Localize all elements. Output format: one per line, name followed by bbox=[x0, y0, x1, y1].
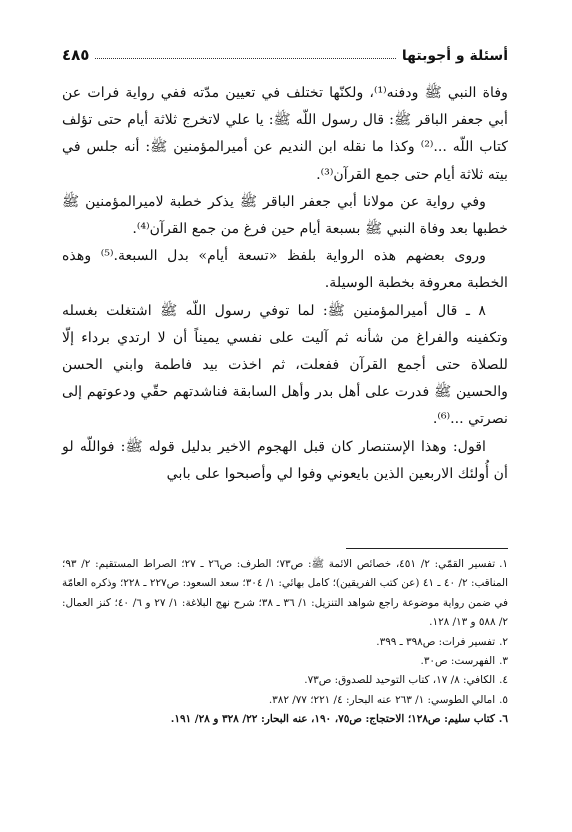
footnote bbox=[62, 710, 508, 729]
page-number: ٤٨٥ bbox=[62, 46, 90, 64]
footnotes bbox=[62, 555, 508, 730]
running-header bbox=[62, 40, 508, 64]
body-paragraph: اقول: وهذا الإستنصار كان قبل الهجوم الاخير بدليل قوله ﷺ: فواللّه لو أن أُولئك الاربعين الذين بايعوني وفوا لي وأصبحوا على بابي bbox=[62, 438, 508, 482]
footnote-text: كتاب سليم: ص١٢٨؛ الاحتجاج: ص٧٥، ١٩٠، عنه البحار: ٢٢/ ٣٢٨ و ٢٨/ ١٩١. bbox=[170, 713, 495, 726]
footnote bbox=[62, 633, 508, 652]
footnote bbox=[62, 555, 508, 633]
footnote-number: ٤. bbox=[499, 674, 508, 687]
header-dotted-leader bbox=[95, 58, 395, 59]
footnote bbox=[62, 691, 508, 710]
footnote bbox=[62, 652, 508, 671]
footnote-text: تفسير فرات: ص٣٩٨ ـ ٣٩٩. bbox=[376, 635, 496, 648]
header-title: أسئلة و أجوبتها bbox=[401, 48, 508, 64]
main-text bbox=[62, 80, 508, 488]
footnote bbox=[62, 671, 508, 690]
footnote-number: ٢. bbox=[499, 635, 508, 648]
body-paragraph: وروى بعضهم هذه الرواية بلفظ «تسعة أيام» بدل السبعة.⁽⁵⁾ وهذه الخطبة معروفة بخطبة الوسيلة. bbox=[62, 248, 508, 292]
body-paragraph: وفي رواية عن مولانا أبي جعفر الباقر ﷺ يذكر خطبة لاميرالمؤمنين ﷺ خطبها بعد وفاة النبي ﷺ بسبعة أيام حين فرغ من جمع القرآن⁽⁴⁾. bbox=[62, 193, 508, 238]
footnote-text: الفهرست: ص٣٠. bbox=[420, 655, 496, 668]
footnote-number: ١. bbox=[499, 558, 509, 570]
footnote-number: ٣. bbox=[499, 655, 508, 668]
footnote-separator bbox=[346, 548, 508, 549]
footnote-number: ٥. bbox=[499, 693, 508, 706]
footnote-text: الكافي: ٨/ ١٧، كتاب التوحيد للصدوق: ص٧٣. bbox=[304, 674, 496, 687]
footnote-number: ٦. bbox=[498, 713, 508, 726]
body-paragraph: ٨ ـ قال أميرالمؤمنين ﷺ: لما توفي رسول اللّه ﷺ اشتغلت بغسله وتكفينه والفراغ من شأنه ثم آليت على نفسي يميناً أن لا ارتدي برداء إلّا للصلاة حتى أجمع القرآن ففعلت، ثم اخذت بيد فاطمة وابني الحسن والحسين ﷺ فدرت على أهل بدر وأهل السابقة فناشدتهم حقّي ودعوتهم إلى نصرتي ...⁽⁶⁾. bbox=[62, 302, 508, 428]
footnote-text: تفسير القمّي: ٢/ ٤٥١، خصائص الائمة ﷺ: ص٧٣؛ الطرف: ص٢٦ ـ ٢٧؛ الصراط المستقيم: ٢/ ٩٣؛ المناقب: ٢/ ٤٠ ـ ٤١ (عن كتب الفريقين)؛ كامل بهائي: ١/ ٣٠٤؛ سعد السعود: ص٢٢٧ ـ ٢٢٨؛ وذكره العامّة في ضمن رواية موضوعة راجع شواهد التنزيل: ١/ ٣٦ ـ ٣٨؛ شرح نهج البلاغة: ١/ ٢٧ و ٦/ ٤٠؛ كنز العمال: ٢/ ٥٨٨ و ١٣/ ١٢٨. bbox=[62, 558, 509, 629]
body-paragraph: وفاة النبي ﷺ ودفنه⁽¹⁾، ولكنّها تختلف في تعيين مدّته ففي رواية فرات عن أبي جعفر الباقر ﷺ: قال رسول اللّه ﷺ: يا علي لاتخرج ثلاثة أيام حتى تؤلف كتاب اللّه ...⁽²⁾ وكذا ما نقله ابن النديم عن أميرالمؤمنين ﷺ: أنه جلس في بيته ثلاثة أيام حتى جمع القرآن⁽³⁾. bbox=[62, 85, 508, 183]
footnote-text: امالي الطوسي: ١/ ٢٦٣ عنه البحار: ٤/ ٢٢١؛ ٧٧/ ٣٨٢. bbox=[268, 693, 496, 706]
